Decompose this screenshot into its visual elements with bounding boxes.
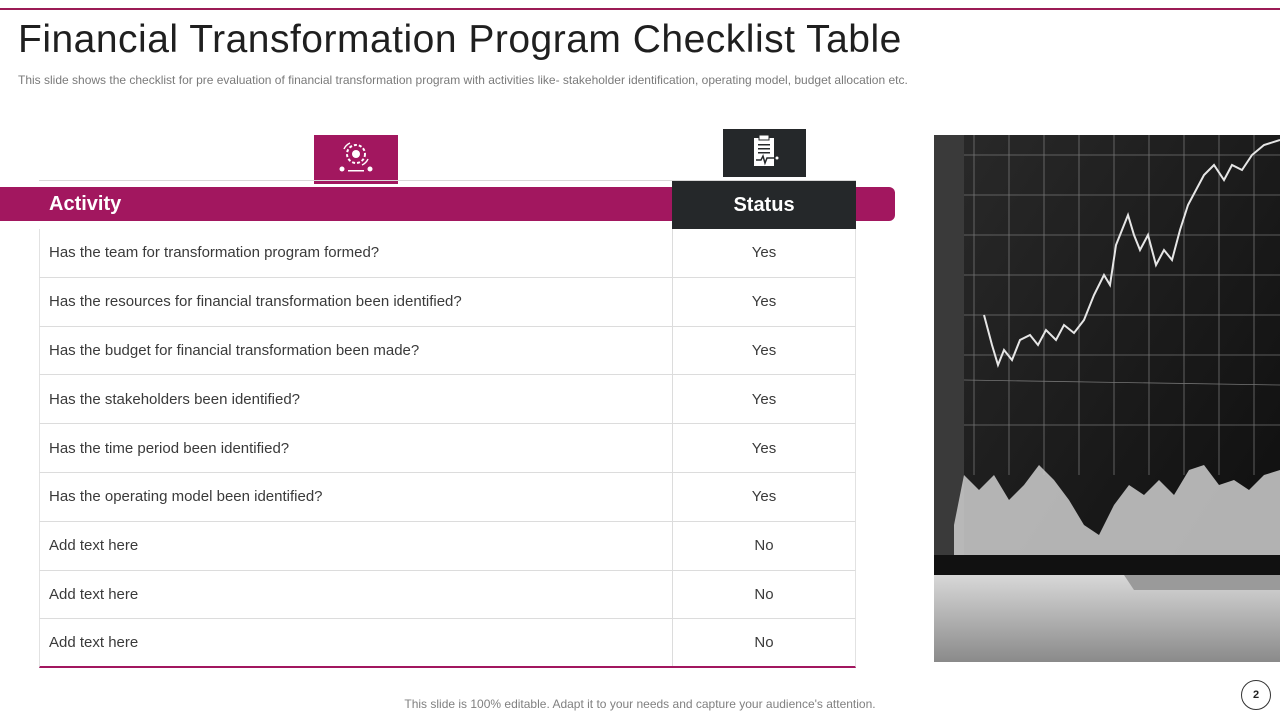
table-header-row: [39, 181, 856, 229]
status-icon-tile: [723, 129, 806, 177]
status-cell: No: [754, 585, 774, 603]
status-cell: Yes: [751, 488, 777, 506]
activity-cell: Has the operating model been identified?: [40, 473, 673, 521]
table-row: [39, 619, 856, 668]
activity-column-header: Activity: [49, 193, 122, 215]
table-row: [39, 375, 856, 424]
status-cell: No: [754, 537, 774, 555]
status-column-header: Status: [672, 181, 856, 229]
activity-cell: Add text here: [40, 619, 673, 666]
table-row: [39, 229, 856, 278]
activity-cell: Has the time period been identified?: [40, 424, 673, 472]
stock-chart-photo: [934, 135, 1280, 662]
table-body: [39, 229, 856, 668]
checklist-table: [39, 180, 856, 668]
top-accent-rule: [0, 8, 1280, 10]
activity-cell: Has the stakeholders been identified?: [40, 375, 673, 423]
status-cell: No: [754, 634, 774, 652]
table-row: [39, 522, 856, 571]
status-cell: Yes: [751, 439, 777, 457]
activity-cell: Has the resources for financial transformation been identified?: [40, 278, 673, 326]
activity-cell: Has the team for transformation program formed?: [40, 229, 673, 277]
activity-cell: Has the budget for financial transformation been made?: [40, 327, 673, 375]
page-number-badge: 2: [1241, 680, 1271, 710]
slide-title: Financial Transformation Program Checklist Table: [18, 18, 902, 61]
status-cell: Yes: [751, 244, 777, 262]
table-row: [39, 473, 856, 522]
team-gear-icon: [336, 139, 376, 180]
status-cell: Yes: [751, 390, 777, 408]
status-cell: Yes: [751, 293, 777, 311]
activity-icon-tile: [314, 135, 398, 184]
activity-cell: Add text here: [40, 522, 673, 570]
slide-subtitle: This slide shows the checklist for pre evaluation of financial transformation program with activities like- stakeholder identification, operating model, budget allocation etc.: [18, 73, 908, 87]
table-row: [39, 278, 856, 327]
clipboard-checklist-icon: [751, 134, 779, 173]
table-row: [39, 424, 856, 473]
table-row: [39, 571, 856, 620]
activity-cell: Add text here: [40, 571, 673, 619]
status-cell: Yes: [751, 341, 777, 359]
table-row: [39, 327, 856, 376]
footer-note: This slide is 100% editable. Adapt it to your needs and capture your audience's attention.: [404, 697, 876, 711]
